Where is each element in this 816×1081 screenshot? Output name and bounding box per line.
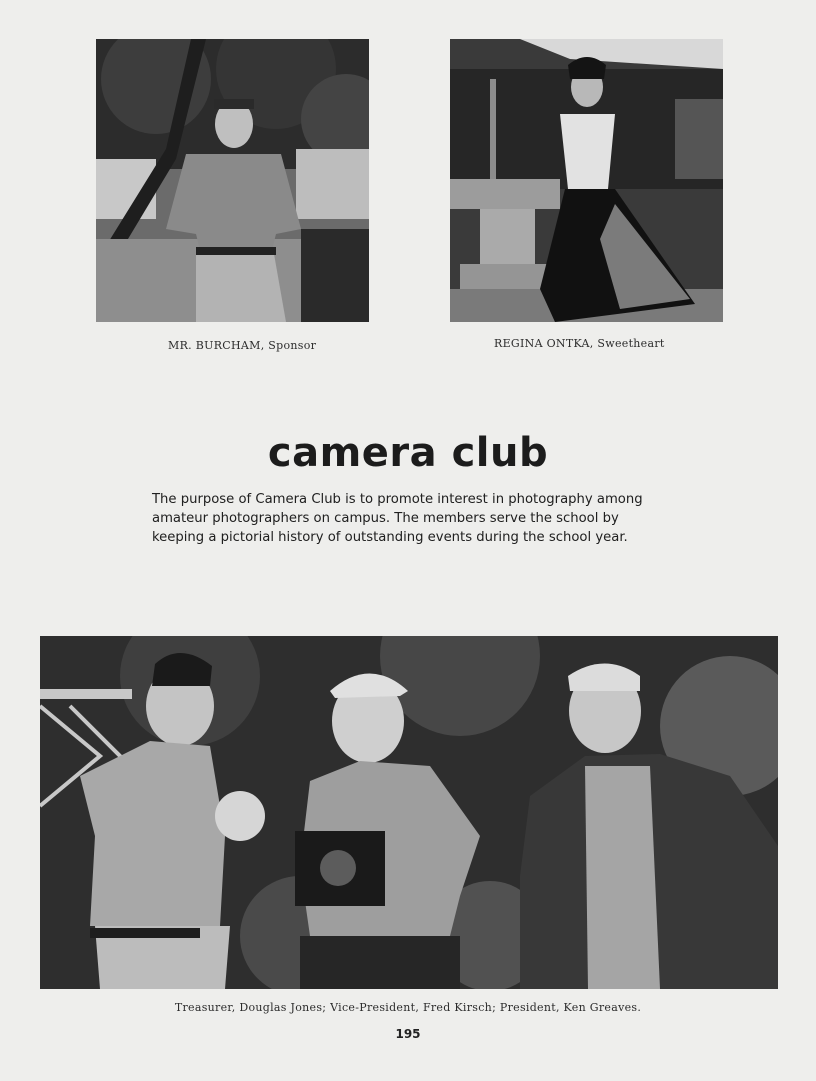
description-line: The purpose of Camera Club is to promote interest in photography among — [152, 492, 643, 507]
page-title: camera club — [267, 430, 549, 476]
club-description — [152, 490, 692, 547]
page-number: 195 — [395, 1027, 421, 1041]
sponsor-photo — [96, 39, 369, 322]
sponsor-photo-image — [96, 39, 369, 322]
sweetheart-caption: REGINA ONTKA, Sweetheart — [494, 337, 665, 350]
officers-photo-image — [40, 636, 778, 989]
sweetheart-photo-image — [450, 39, 723, 322]
sponsor-caption: MR. BURCHAM, Sponsor — [168, 339, 317, 352]
sweetheart-photo — [450, 39, 723, 322]
description-line: keeping a pictorial history of outstanding events during the school year. — [152, 530, 628, 545]
officers-caption: Treasurer, Douglas Jones; Vice-President, Fred Kirsch; President, Ken Greaves. — [174, 1001, 642, 1014]
description-line: amateur photographers on campus. The members serve the school by — [152, 511, 619, 526]
officers-photo — [40, 636, 778, 989]
